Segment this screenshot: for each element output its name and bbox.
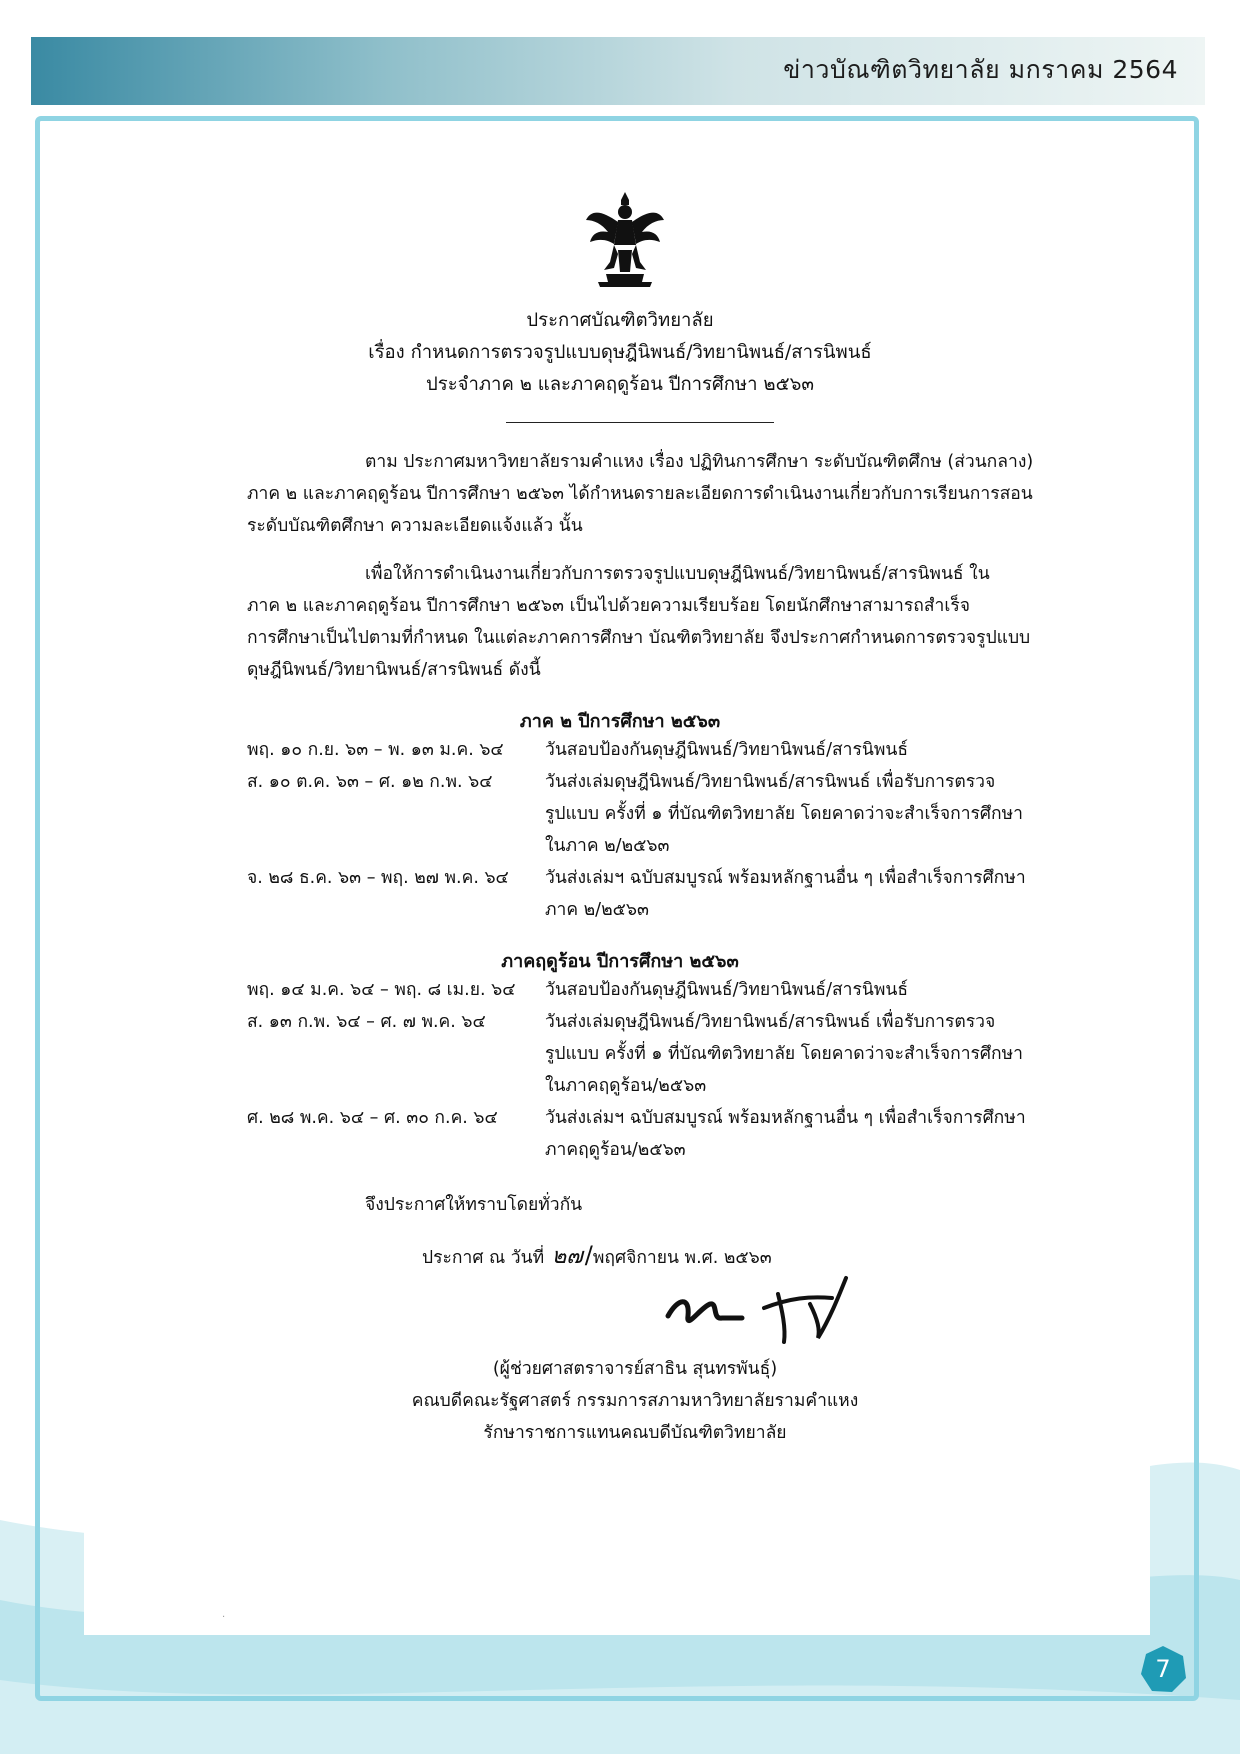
signatory-position: คณบดีคณะรัฐศาสตร์ กรรมการสภามหาวิทยาลัยรามคำแหง [411,1391,859,1411]
schedule-desc-line: วันสอบป้องกันดุษฎีนิพนธ์/วิทยานิพนธ์/สารนิพนธ์ [545,740,909,760]
closing-notice: จึงประกาศให้ทราบโดยทั่วกัน [365,1195,583,1215]
date-day-handwritten: ๒๗ [551,1244,583,1269]
divider-line [506,422,774,423]
scan-speck: · [222,1612,226,1623]
schedule-desc-line: ภาคฤดูร้อน/๒๕๖๓ [545,1140,686,1160]
schedule-date: พฤ. ๑๔ ม.ค. ๖๔ – พฤ. ๘ เม.ย. ๖๔ [247,980,516,1000]
schedule-desc-line: วันสอบป้องกันดุษฎีนิพนธ์/วิทยานิพนธ์/สารนิพนธ์ [545,980,909,1000]
schedule-desc [545,862,1045,926]
signatory-name: (ผู้ช่วยศาสตราจารย์สาธิน สุนทรพันธุ์) [492,1359,778,1379]
schedule-desc-line: ในภาคฤดูร้อน/๒๕๖๓ [545,1076,707,1096]
schedule-desc [545,1006,1045,1102]
date-slash: / [584,1241,593,1269]
schedule-desc [545,1102,1045,1166]
paragraph-2 [247,558,1035,686]
paragraph-line: การศึกษาเป็นไปตามที่กำหนด ในแต่ละภาคการศึกษา บัณฑิตวิทยาลัย จึงประกาศกำหนดการตรวจรูปแบบ [247,628,1031,648]
schedule-desc-line: วันส่งเล่มดุษฎีนิพนธ์/วิทยานิพนธ์/สารนิพนธ์ เพื่อรับการตรวจ [545,1012,996,1032]
schedule-desc-line: ในภาค ๒/๒๕๖๓ [545,836,670,856]
garuda-emblem-icon [584,190,666,288]
schedule-date: ส. ๑๐ ต.ค. ๖๓ – ศ. ๑๒ ก.พ. ๖๔ [247,772,493,792]
section-title-summer: ภาคฤดูร้อน ปีการศึกษา ๒๕๖๓ [501,951,739,972]
announcement-term: ประจำภาค ๒ และภาคฤดูร้อน ปีการศึกษา ๒๕๖๓ [426,374,814,395]
date-prefix: ประกาศ ณ วันที่ [422,1248,545,1268]
announcement-subject: เรื่อง กำหนดการตรวจรูปแบบดุษฎีนิพนธ์/วิทยานิพนธ์/สารนิพนธ์ [368,342,872,363]
schedule-desc-line: รูปแบบ ครั้งที่ ๑ ที่บัณฑิตวิทยาลัย โดยคาดว่าจะสำเร็จการศึกษา [545,1044,1023,1064]
signatory-role: รักษาราชการแทนคณบดีบัณฑิตวิทยาลัย [483,1423,787,1443]
schedule-date: ศ. ๒๘ พ.ค. ๖๔ – ศ. ๓๐ ก.ค. ๖๔ [247,1108,498,1128]
paragraph-1 [247,446,1035,542]
newsletter-title: ข่าวบัณฑิตวิทยาลัย มกราคม 2564 [783,55,1178,84]
schedule-desc-line: วันส่งเล่มฯ ฉบับสมบูรณ์ พร้อมหลักฐานอื่น ๆ เพื่อสำเร็จการศึกษา [545,868,1026,888]
schedule-desc [545,734,1045,766]
paragraph-line: ดุษฎีนิพนธ์/วิทยานิพนธ์/สารนิพนธ์ ดังนี้ [247,660,541,680]
schedule-desc [545,974,1045,1006]
paragraph-line: ตาม ประกาศมหาวิทยาลัยรามคำแหง เรื่อง ปฏิทินการศึกษา ระดับบัณฑิตศึกษ (ส่วนกลาง) [365,452,1034,472]
signature-icon [660,1268,900,1348]
schedule-desc-line: รูปแบบ ครั้งที่ ๑ ที่บัณฑิตวิทยาลัย โดยคาดว่าจะสำเร็จการศึกษา [545,804,1023,824]
schedule-date: ส. ๑๓ ก.พ. ๖๔ – ศ. ๗ พ.ค. ๖๔ [247,1012,486,1032]
paragraph-line: ภาค ๒ และภาคฤดูร้อน ปีการศึกษา ๒๕๖๓ ได้กำหนดรายละเอียดการดำเนินงานเกี่ยวกับการเรียนการสอน [247,484,1033,504]
schedule-date: จ. ๒๘ ธ.ค. ๖๓ – พฤ. ๒๗ พ.ค. ๖๔ [247,868,509,888]
schedule-desc-line: วันส่งเล่มฯ ฉบับสมบูรณ์ พร้อมหลักฐานอื่น ๆ เพื่อสำเร็จการศึกษา [545,1108,1026,1128]
schedule-desc-line: ภาค ๒/๒๕๖๓ [545,900,649,920]
date-rest: พฤศจิกายน พ.ศ. ๒๕๖๓ [592,1248,772,1268]
paragraph-line: ระดับบัณฑิตศึกษา ความละเอียดแจ้งแล้ว นั้น [247,516,583,536]
schedule-desc-line: วันส่งเล่มดุษฎีนิพนธ์/วิทยานิพนธ์/สารนิพนธ์ เพื่อรับการตรวจ [545,772,996,792]
page-number: 7 [1155,1655,1171,1683]
section-title-term-2: ภาค ๒ ปีการศึกษา ๒๕๖๓ [519,711,721,732]
paragraph-line: ภาค ๒ และภาคฤดูร้อน ปีการศึกษา ๒๕๖๓ เป็นไปด้วยความเรียบร้อย โดยนักศึกษาสามารถสำเร็จ [247,596,970,616]
schedule-desc [545,766,1045,862]
paragraph-line: เพื่อให้การดำเนินงานเกี่ยวกับการตรวจรูปแบบดุษฎีนิพนธ์/วิทยานิพนธ์/สารนิพนธ์ ใน [365,564,990,584]
schedule-date: พฤ. ๑๐ ก.ย. ๖๓ – พ. ๑๓ ม.ค. ๖๔ [247,740,504,760]
announcement-issuer: ประกาศบัณฑิตวิทยาลัย [526,310,714,331]
